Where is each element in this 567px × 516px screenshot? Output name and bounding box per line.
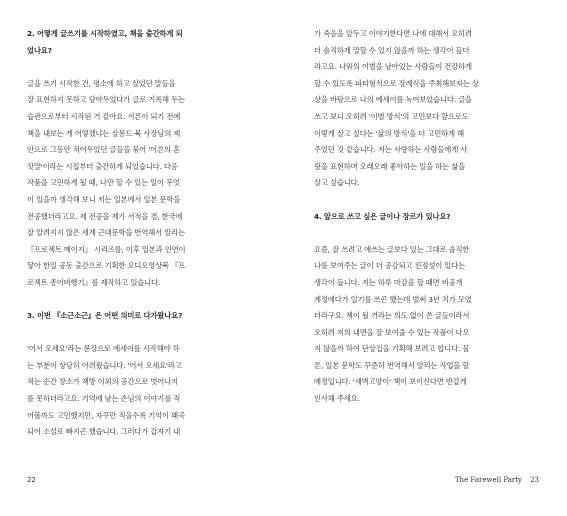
text-line: 작품을 고민하게 될 때, 나만 할 수 있는 일이 무엇 <box>27 178 180 188</box>
text-line: 전공했더라고요. 제 전공을 제가 서적을 겸, 한국에 <box>27 211 183 221</box>
text-line: 되어 소설로 빠지곤 했습니다. 그러다가 갑자기 내 <box>27 427 181 437</box>
text-line: 글을 쓰기 시작한 건, 평소에 하고 싶었던 말들을 <box>27 78 176 88</box>
left-text-column <box>27 26 259 441</box>
text-line: 이렇게 살고 싶다는 '삶의 방식'을 더 고민하게 해 <box>314 128 464 138</box>
right-text-column <box>314 26 546 408</box>
text-line: 어볼까도 고민했지만, 자꾸만 적을수록 기억이 왜곡 <box>27 410 185 420</box>
answer-paragraph <box>27 341 259 441</box>
left-page <box>0 0 283 516</box>
text-line: 나를 보여주는 글이 더 공감되고 진정성이 있다는 <box>314 261 465 271</box>
text-line: 는 부분이 상당히 어려웠습니다. '어서 오세요'라고 <box>27 360 182 370</box>
text-line: 잘 알려지지 않은 세계 근대문학을 번역해서 알리는 <box>27 228 185 238</box>
text-line: 살고 싶습니다. <box>314 178 360 188</box>
text-line: 안으로 그동안 적어두었던 글들을 묶어 '어른의 혼 <box>27 145 180 155</box>
text-line: 를 못하더라고요. 기억에 남는 손님의 이야기를 적 <box>27 394 181 404</box>
text-line: 더라구요. 책이 될 거라는 의도 없이 쓴 글들이라서 <box>314 311 470 321</box>
text-line: 더 솔직하게 말할 수 있지 않을까 하는 생각이 들더 <box>314 45 470 55</box>
text-line: '어서 오세요'라는 문장으로 에세이를 시작해야 하 <box>27 344 180 354</box>
answer-paragraph <box>27 76 259 292</box>
question-heading <box>27 26 259 59</box>
right-page-number: 23 <box>530 476 539 484</box>
answer-paragraph <box>314 26 546 192</box>
paragraph-gap <box>27 325 259 342</box>
paragraph-gap <box>314 225 546 242</box>
text-line: 책을 내보는 게 어떻겠냐는 살롱드 북 사장님의 제 <box>27 128 181 138</box>
text-line: 쓰고 보니 오히려 '이별 방식'의 고민보다 앞으로도 <box>314 111 469 121</box>
text-line: 닿아 한일 공동 출간으로 기획한 오디오영상북 『프 <box>27 261 186 271</box>
running-title: The Farewell Party <box>454 476 522 484</box>
text-line: 랑을 표현하며 오래오래 좋아하는 일을 하는 삶을 <box>314 161 465 171</box>
text-line: 적는 순간 장소가 책방 이외의 공간으로 벗어나지 <box>27 377 178 387</box>
left-page-number: 22 <box>27 476 36 484</box>
paragraph-gap <box>314 192 546 209</box>
text-line: 잘 표현하지 못하고 담아두었다가 글로 기록해 두는 <box>27 95 185 105</box>
text-line: 예정입니다. '새벽고양이' 책이 보이신다면 반갑게 <box>314 377 467 387</box>
text-line: 론, 일본 문학도 꾸준히 번역해서 알리는 작업을 할 <box>314 360 470 370</box>
text-line: 주었던 것 같습니다. 저는 사랑하는 사람들에게 사 <box>314 145 468 155</box>
text-line: 계정에다가 일기를 쓰곤 했는데 벌써 3년 치가 모였 <box>314 294 472 304</box>
text-line: 었나요? <box>27 45 52 55</box>
text-line: 오히려 저의 내면을 잘 보여줄 수 있는 작품이 나오 <box>314 327 470 337</box>
text-line: 할 수 있도록 파티형식으로 장례식을 주최해보자는 상 <box>314 78 479 88</box>
text-line: 『프로젝트 메이지』 시리즈를, 이후 일본과 인연이 <box>27 244 186 254</box>
text-line: 3. 이번 『소근소근』은 어떤 의미로 다가왔나요? <box>27 311 183 321</box>
text-line: 이 있을까 생각해 보니 저는 일본에서 일본 문학을 <box>27 194 181 204</box>
right-page <box>283 0 567 516</box>
text-line: 지 않을까 하여 단상집을 기획해 보려고 합니다. 물 <box>314 344 470 354</box>
text-line: 상을 바탕으로 나의 에세이를 녹여보았습니다. 글을 <box>314 95 472 105</box>
paragraph-gap <box>27 59 259 76</box>
question-heading <box>27 308 259 325</box>
text-line: 로젝트 종이비행기』를 제작하고 있습니다. <box>27 277 161 287</box>
paragraph-gap <box>27 292 259 309</box>
text-line: 2. 어떻게 글쓰기를 시작하였고, 책을 출간하게 되 <box>27 29 183 38</box>
text-line: 잣말'이라는 시집부터 출간하게 되었습니다. 다음 <box>27 161 178 171</box>
text-line: 라고요. 나와의 이별을 남아있는 사람들이 건강하게 <box>314 62 472 72</box>
text-line: 생각이 듭니다. 저는 하루 마감을 할 때면 비공개 <box>314 277 463 287</box>
question-heading <box>314 209 546 226</box>
text-line: 4. 앞으로 쓰고 싶은 글이나 장르가 있나요? <box>314 211 451 221</box>
text-line: 가 죽음을 앞두고 이야기한다면 나에 대해서 오히려 <box>314 29 472 38</box>
text-line: 요즘, 잘 쓰려고 애쓰는 글보다 있는 그대로 솔직한 <box>314 244 470 254</box>
text-line: 인사해 주세요. <box>314 394 360 404</box>
answer-paragraph <box>314 242 546 408</box>
text-line: 습관으로부터 시작된 거 같아요. 서른이 되기 전에 <box>27 111 181 121</box>
